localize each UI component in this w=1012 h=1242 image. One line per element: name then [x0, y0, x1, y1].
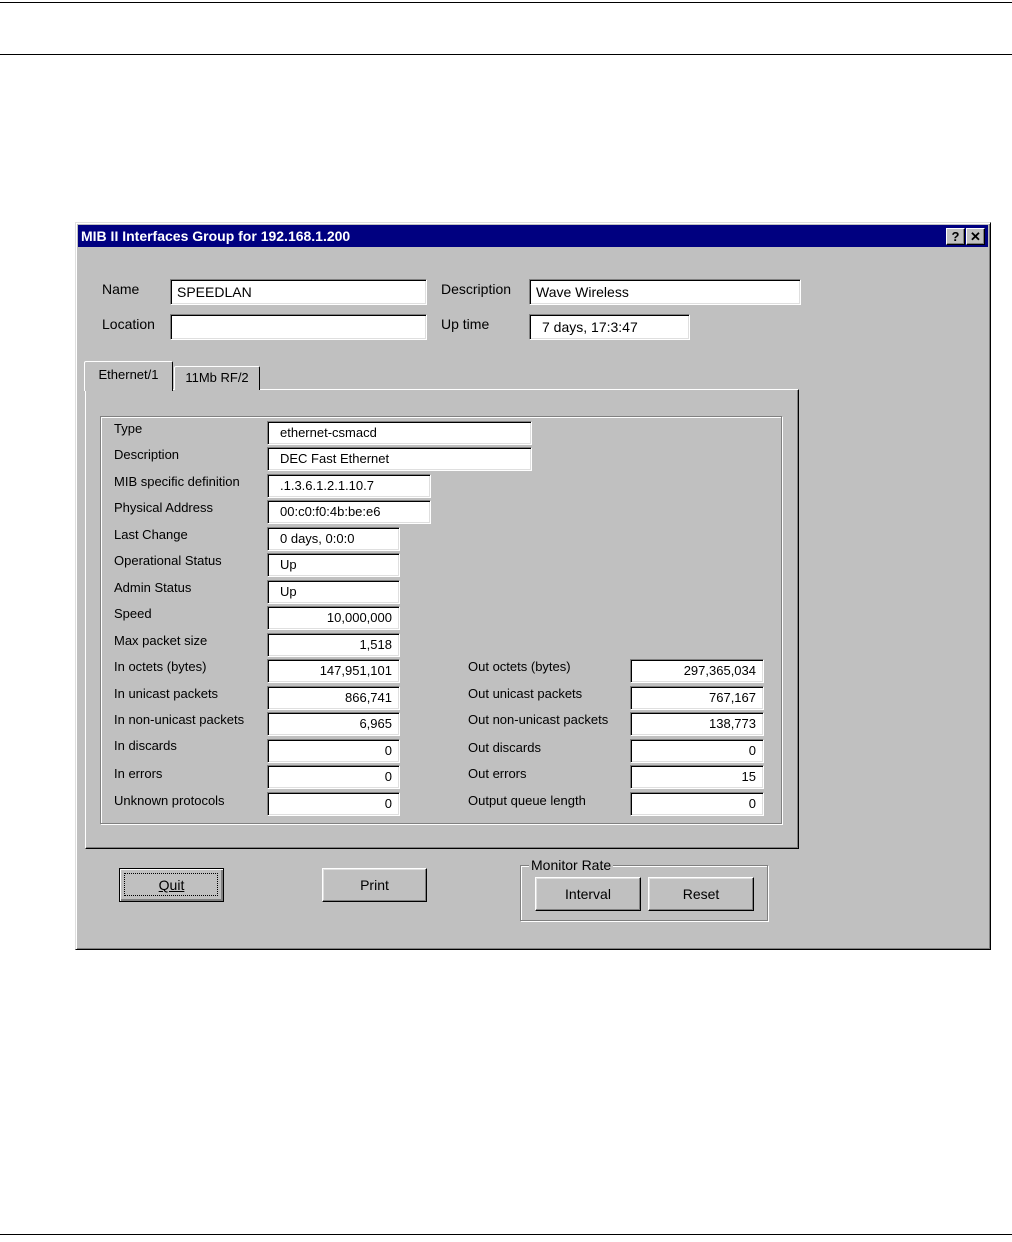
mib-definition-field: .1.3.6.1.2.1.10.7 [267, 474, 431, 498]
uptime-label: Up time [441, 316, 490, 332]
out-non-unicast-field: 138,773 [630, 712, 764, 736]
out-octets-label: Out octets (bytes) [468, 659, 571, 674]
quit-button[interactable] [119, 868, 224, 902]
in-discards-label: In discards [114, 738, 177, 753]
top-rule [0, 2, 1012, 3]
in-errors-label: In errors [114, 766, 163, 781]
name-field[interactable]: SPEEDLAN [170, 279, 427, 305]
in-octets-label: In octets (bytes) [114, 659, 207, 674]
dialog-title: MIB II Interfaces Group for 192.168.1.200 [81, 228, 351, 244]
header-rule [0, 54, 1012, 55]
unknown-protocols-label: Unknown protocols [114, 793, 225, 808]
quit-button-label: Quit [158, 877, 185, 893]
max-packet-size-field: 1,518 [267, 633, 400, 657]
out-unicast-field: 767,167 [630, 686, 764, 710]
help-icon[interactable]: ? [946, 228, 965, 245]
physical-address-label: Physical Address [114, 500, 213, 515]
reset-button[interactable] [648, 877, 754, 911]
out-errors-field: 15 [630, 765, 764, 789]
operational-status-label: Operational Status [114, 553, 222, 568]
description-label: Description [441, 281, 512, 297]
description-field[interactable]: Wave Wireless [529, 279, 801, 305]
type-field: ethernet-csmacd [267, 421, 532, 445]
uptime-field: 7 days, 17:3:47 [529, 314, 690, 340]
footer-rule [0, 1234, 1012, 1235]
reset-button-label: Reset [682, 886, 720, 902]
mib-definition-label: MIB specific definition [114, 474, 240, 489]
speed-label: Speed [114, 606, 152, 621]
location-field[interactable] [170, 314, 427, 340]
output-queue-length-field: 0 [630, 792, 764, 816]
name-label: Name [102, 281, 140, 297]
in-unicast-field: 866,741 [267, 686, 400, 710]
unknown-protocols-field: 0 [267, 792, 400, 816]
physical-address-field: 00:c0:f0:4b:be:e6 [267, 500, 431, 524]
focus-indicator [124, 873, 218, 896]
in-unicast-label: In unicast packets [114, 686, 219, 701]
interval-button[interactable] [535, 877, 641, 911]
out-discards-field: 0 [630, 739, 764, 763]
operational-status-field: Up [267, 553, 400, 577]
location-label: Location [102, 316, 155, 332]
tab-11mb-rf-2[interactable]: 11Mb RF/2 [174, 366, 260, 390]
in-non-unicast-label: In non-unicast packets [114, 712, 245, 727]
monitor-rate-title: Monitor Rate [531, 857, 612, 873]
speed-field: 10,000,000 [267, 606, 400, 630]
in-errors-field: 0 [267, 765, 400, 789]
title-bar[interactable] [78, 225, 988, 247]
out-unicast-label: Out unicast packets [468, 686, 583, 701]
admin-status-label: Admin Status [114, 580, 192, 595]
close-icon[interactable]: ✕ [966, 228, 985, 245]
if-description-label: Description [114, 447, 180, 462]
tab-ethernet-1[interactable]: Ethernet/1 [84, 361, 173, 391]
last-change-label: Last Change [114, 527, 188, 542]
out-errors-label: Out errors [468, 766, 527, 781]
output-queue-length-label: Output queue length [468, 793, 586, 808]
print-button[interactable] [322, 868, 427, 902]
in-non-unicast-field: 6,965 [267, 712, 400, 736]
type-label: Type [114, 421, 143, 436]
out-non-unicast-label: Out non-unicast packets [468, 712, 609, 727]
if-description-field: DEC Fast Ethernet [267, 447, 532, 471]
in-octets-field: 147,951,101 [267, 659, 400, 683]
in-discards-field: 0 [267, 739, 400, 763]
admin-status-field: Up [267, 580, 400, 604]
out-octets-field: 297,365,034 [630, 659, 764, 683]
out-discards-label: Out discards [468, 740, 541, 755]
print-button-label: Print [360, 877, 389, 893]
max-packet-size-label: Max packet size [114, 633, 208, 648]
last-change-field: 0 days, 0:0:0 [267, 527, 400, 551]
interval-button-label: Interval [565, 886, 611, 902]
